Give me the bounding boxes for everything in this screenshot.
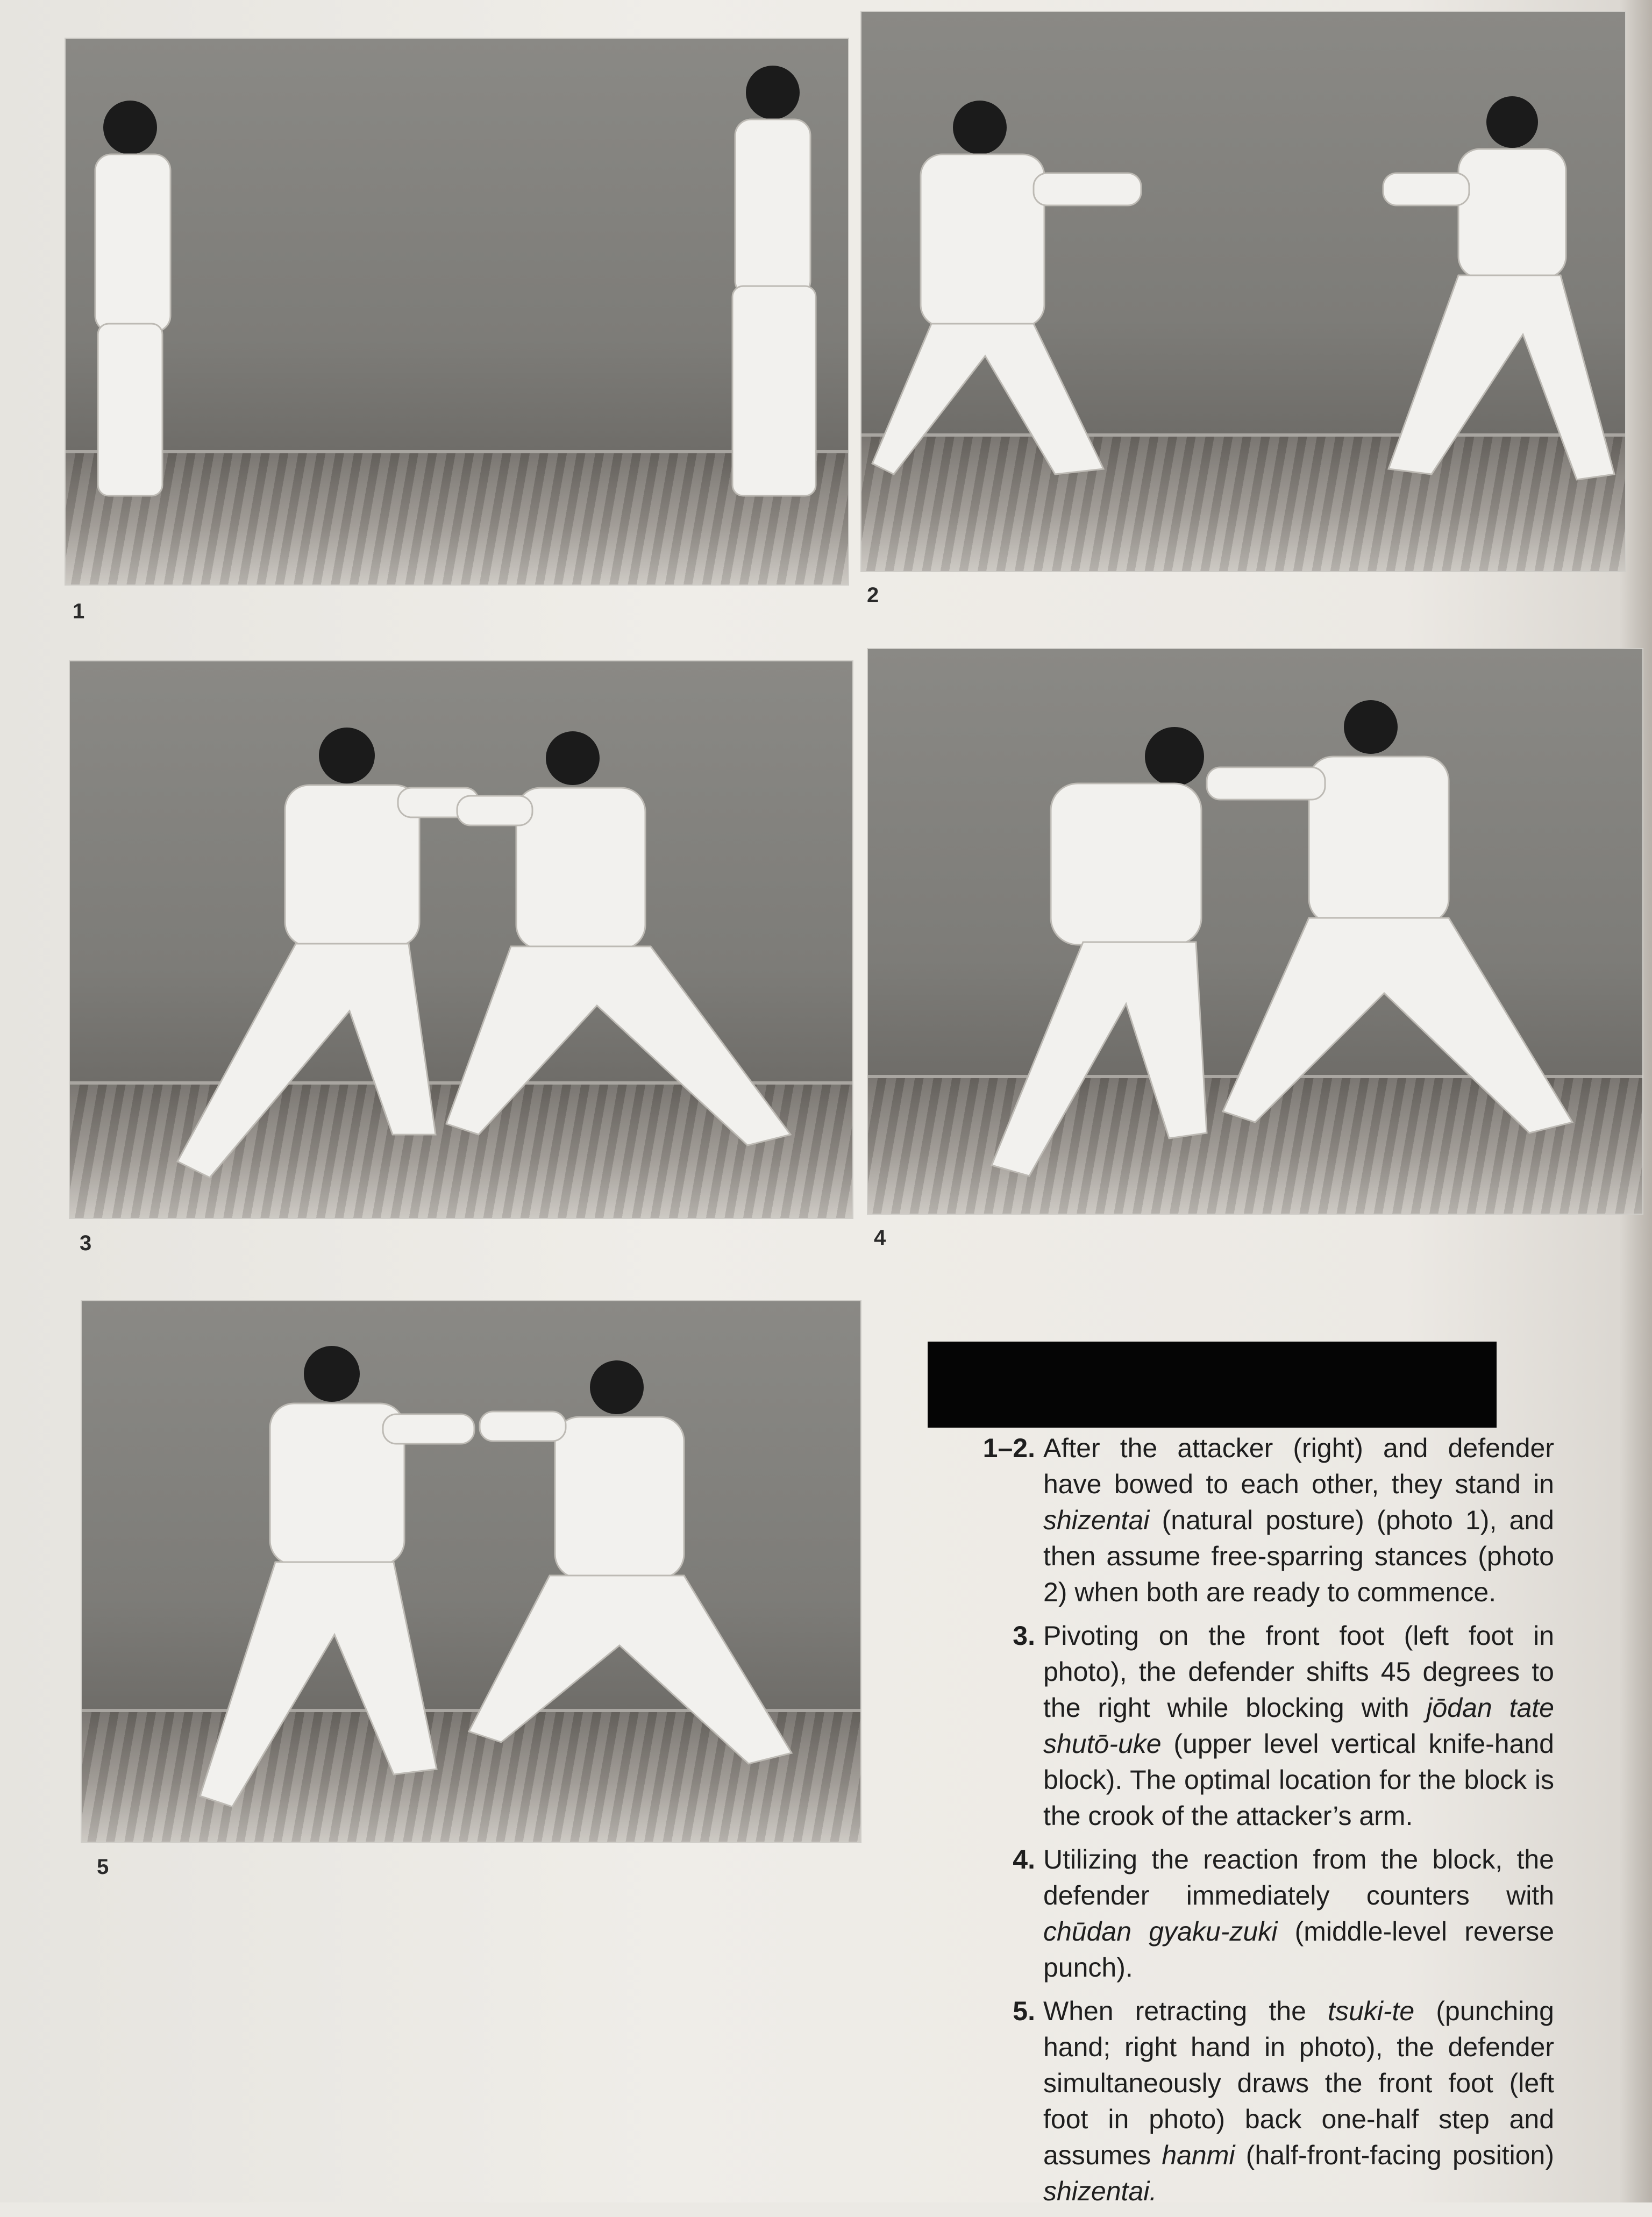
step-number: 5.	[1013, 1996, 1035, 2026]
step-item	[963, 1430, 1554, 1610]
photo-2	[860, 11, 1626, 572]
text-run: Utilizing the reaction from the block, the defender immediately counters with	[1043, 1844, 1554, 1911]
italic-term: jōdan tate shutō-uke	[1043, 1693, 1554, 1759]
photo-1	[65, 38, 849, 586]
figure-label-5: 5	[97, 1855, 109, 1879]
step-number: 1–2.	[982, 1433, 1035, 1463]
figure-label-2: 2	[867, 583, 879, 607]
text-run: When retracting the	[1043, 1996, 1328, 2026]
photo-1-figures	[66, 39, 848, 584]
photo-5-figures	[82, 1301, 860, 1842]
text-run: (upper level vertical knife-hand block). The optimal location for the block is the crook of the attacker’s arm.	[1043, 1729, 1554, 1831]
photo-3	[69, 660, 853, 1219]
photo-4-figures	[868, 649, 1642, 1214]
step-text	[1043, 1842, 1554, 1986]
instruction-steps	[963, 1430, 1554, 2217]
italic-term: chūdan gyaku-zuki	[1043, 1916, 1278, 1947]
photo-5	[81, 1300, 861, 1843]
figure-label-1: 1	[73, 600, 85, 623]
photo-4	[867, 648, 1643, 1215]
text-run: (middle-level reverse punch).	[1043, 1916, 1555, 1983]
step-number: 4.	[1013, 1844, 1035, 1874]
step-text	[1043, 1993, 1554, 2209]
italic-term: shizentai	[1043, 1505, 1150, 1535]
italic-term: tsuki-te	[1328, 1996, 1415, 2026]
text-run: Pivoting on the front foot (left foot in photo), the defender shifts 45 degrees to the right while blocking with	[1043, 1621, 1554, 1723]
text-run: (punching hand; right hand in photo), the defender simultaneously draws the front foot (left foot in photo) back one-half step and assumes	[1043, 1996, 1554, 2170]
text-run: After the attacker (right) and defender have bowed to each other, they stand in	[1043, 1433, 1554, 1499]
figure-label-3: 3	[80, 1231, 92, 1255]
step-number: 3.	[1013, 1621, 1035, 1651]
step-text	[1043, 1618, 1554, 1834]
photo-2-figures	[861, 12, 1625, 571]
figure-label-4: 4	[874, 1226, 886, 1250]
text-run: (half-front-facing position)	[1235, 2140, 1554, 2170]
photo-3-figures	[70, 661, 852, 1218]
redaction-bar	[928, 1342, 1497, 1428]
italic-term: hanmi	[1162, 2140, 1235, 2170]
text-run: (natural posture) (photo 1), and then assume free-sparring stances (photo 2) when both are ready to commence.	[1043, 1505, 1554, 1607]
step-item	[963, 1842, 1554, 1986]
italic-term: shizentai.	[1043, 2176, 1157, 2206]
step-text	[1043, 1430, 1554, 1610]
step-item	[963, 1993, 1554, 2209]
step-item	[963, 1618, 1554, 1834]
